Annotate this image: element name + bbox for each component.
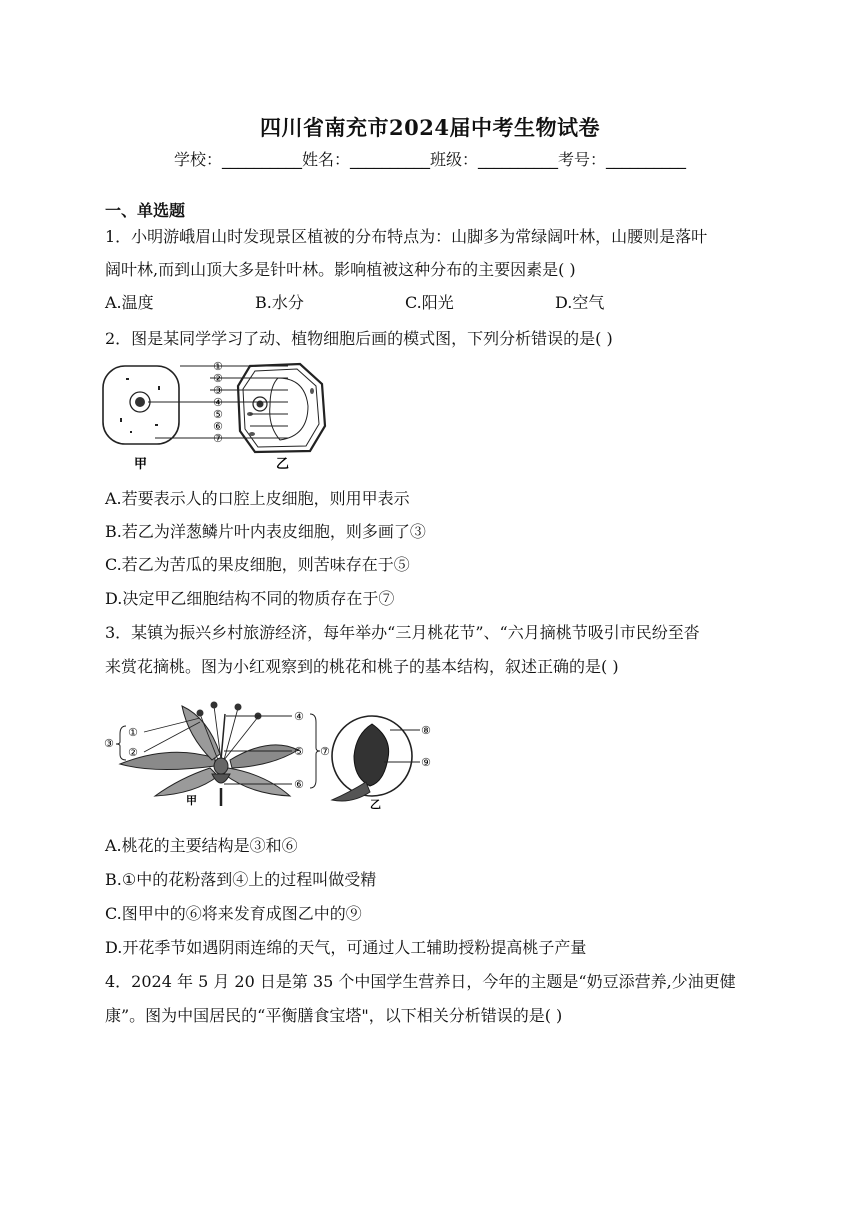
q2-option-b: B.若乙为洋葱鳞片叶内表皮细胞，则多画了③ <box>105 522 426 541</box>
flower-marker-5: ⑤ <box>294 745 304 758</box>
q2-option-c: C.若乙为苦瓜的果皮细胞，则苦味存在于⑤ <box>105 555 410 574</box>
flower-marker-3: ③ <box>104 737 114 750</box>
q3-option-a: A.桃花的主要结构是③和⑥ <box>105 836 298 855</box>
q1-line-1: 1．小明游峨眉山时发现景区植被的分布特点为：山脚多为常绿阔叶林，山腰则是落叶 <box>105 227 708 246</box>
name-label: 姓名： <box>301 150 350 169</box>
class-blank: __________ <box>478 150 559 169</box>
cell-label-jia: 甲 <box>134 457 148 472</box>
flower-marker-2: ② <box>128 746 138 759</box>
flower-marker-6: ⑥ <box>294 778 304 791</box>
flower-marker-7: ⑦ <box>320 745 330 758</box>
q4-line-2: 康”。图为中国居民的“平衡膳食宝塔"，以下相关分析错误的是( ) <box>105 1006 563 1025</box>
cell-label-yi: 乙 <box>276 457 290 472</box>
school-blank: __________ <box>221 150 302 169</box>
section-title: 一、单选题 <box>105 201 186 220</box>
class-label: 班级： <box>430 150 479 169</box>
fruit-marker-8: ⑧ <box>421 724 431 737</box>
cell-marker-7: ⑦ <box>213 432 223 445</box>
flower-marker-1: ① <box>128 726 138 739</box>
number-blank: __________ <box>606 150 687 169</box>
q1-option-d: D.空气 <box>555 293 605 312</box>
q1-option-c: C.阳光 <box>405 293 454 312</box>
q2-option-d: D.决定甲乙细胞结构不同的物质存在于⑦ <box>105 589 395 608</box>
exam-title: 四川省南充市2024届中考生物试卷 <box>260 115 600 140</box>
peach-flower-diagram <box>100 696 445 814</box>
q3-line-2: 来赏花摘桃。图为小红观察到的桃花和桃子的基本结构，叙述正确的是( ) <box>105 657 619 676</box>
q1-option-a: A.温度 <box>105 293 154 312</box>
cell-marker-5: ⑤ <box>213 408 223 421</box>
number-label: 考号： <box>558 150 607 169</box>
q3-option-b: B.①中的花粉落到④上的过程叫做受精 <box>105 870 377 889</box>
q3-option-c: C.图甲中的⑥将来发育成图乙中的⑨ <box>105 904 362 923</box>
school-label: 学校： <box>173 150 222 169</box>
q2-option-a: A.若要表示人的口腔上皮细胞，则用甲表示 <box>105 489 410 508</box>
flower-marker-4: ④ <box>294 710 304 723</box>
cell-marker-4: ④ <box>213 396 223 409</box>
name-blank: __________ <box>350 150 430 169</box>
q1-options <box>105 290 725 312</box>
q2-stem: 2．图是某同学学习了动、植物细胞后画的模式图，下列分析错误的是( ) <box>105 329 613 348</box>
fruit-marker-9: ⑨ <box>421 756 431 769</box>
q3-option-d: D.开花季节如遇阴雨连绵的天气，可通过人工辅助授粉提高桃子产量 <box>105 938 587 957</box>
student-info-row <box>0 147 860 170</box>
cell-diagram <box>100 356 340 474</box>
cell-marker-3: ③ <box>213 384 223 397</box>
q1-line-2: 阔叶林,而到山顶大多是针叶林。影响植被这种分布的主要因素是( ) <box>105 260 576 279</box>
fruit-label-yi: 乙 <box>370 798 381 811</box>
q1-option-b: B.水分 <box>255 293 304 312</box>
cell-marker-6: ⑥ <box>213 420 223 433</box>
q3-line-1: 3．某镇为振兴乡村旅游经济，每年举办“三月桃花节”、“六月摘桃节吸引市民纷至沓 <box>105 623 700 642</box>
cell-marker-2: ② <box>213 372 223 385</box>
q4-line-1: 4．2024 年 5 月 20 日是第 35 个中国学生营养日，今年的主题是“奶豆添营养,少油更健 <box>105 972 736 991</box>
flower-label-jia: 甲 <box>186 794 197 807</box>
cell-marker-1: ① <box>213 360 223 373</box>
